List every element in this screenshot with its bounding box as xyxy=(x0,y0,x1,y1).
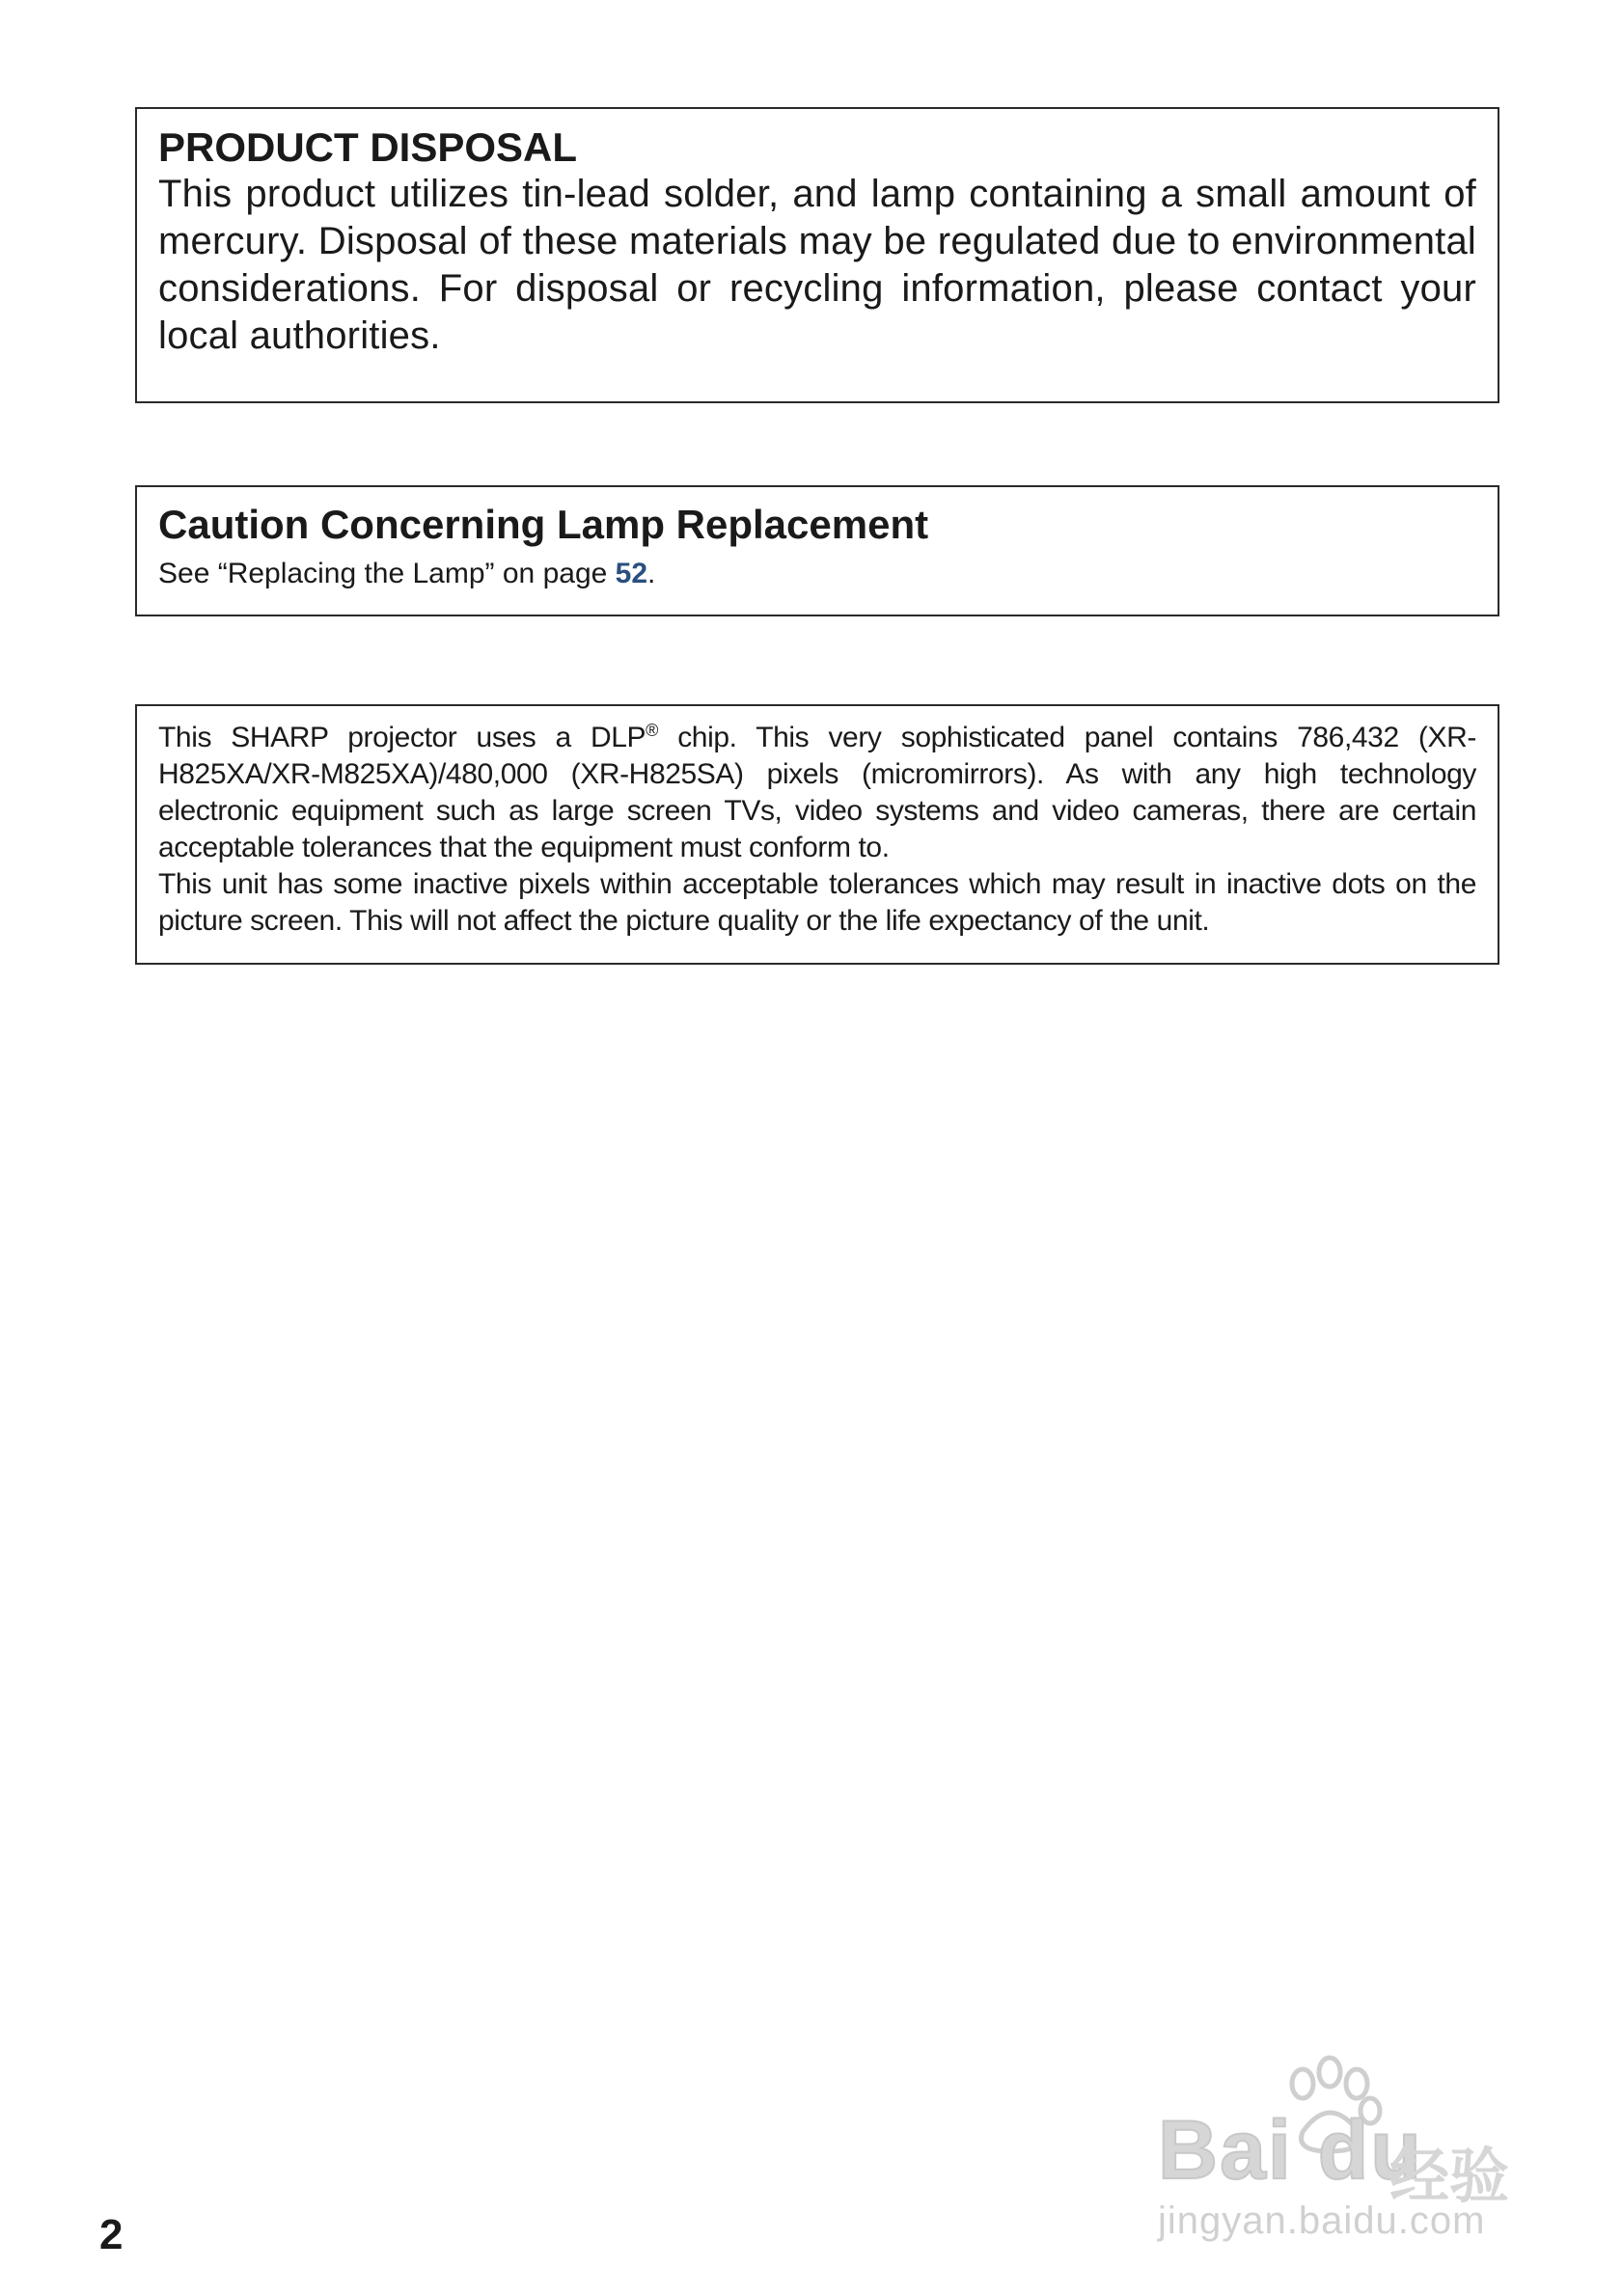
registered-mark: ® xyxy=(646,721,659,740)
watermark-brand: Bai du xyxy=(1158,2104,1423,2197)
lamp-caution-text xyxy=(158,554,1476,594)
dlp-text-rest: chip. This very sophisticated panel contains 786,432 (XR-H825XA/XR-M825XA)/480,000 (XR-H825SA) pixels (micromirrors). As with any high technology electronic equipment such as large screen TVs, video systems and video cameras, there are certain acceptable tolerances that the equipment must conform to. xyxy=(158,722,1476,863)
lamp-caution-suffix: . xyxy=(647,557,656,589)
lamp-caution-prefix: See “Replacing the Lamp” on page xyxy=(158,557,616,589)
dlp-notice-box xyxy=(135,704,1499,965)
baidu-watermark xyxy=(1158,2055,1544,2248)
lamp-caution-box xyxy=(135,485,1499,616)
lamp-caution-heading: Caution Concerning Lamp Replacement xyxy=(158,502,929,547)
page-reference-link[interactable]: 52 xyxy=(615,557,648,589)
dlp-notice-paragraph-2: This unit has some inactive pixels within acceptable tolerances which may result in inactive dots on the picture screen. This will not affect the picture quality or the life expectancy of the unit. xyxy=(158,868,1476,937)
product-disposal-text: This product utilizes tin-lead solder, and lamp containing a small amount of mercury. Disposal of these materials may be regulated due to environmental considerations. For disposal or recycling information, please contact your local authorities. xyxy=(158,173,1476,358)
watermark-domain: jingyan.baidu.com xyxy=(1158,2200,1486,2242)
dlp-notice-paragraph-1 xyxy=(158,720,1476,866)
product-disposal-box xyxy=(135,107,1499,403)
dlp-text-start: This SHARP projector uses a DLP xyxy=(158,722,646,753)
page-number: 2 xyxy=(99,2211,124,2258)
watermark-brand-cn: 经验 xyxy=(1389,2144,1510,2210)
product-disposal-heading: PRODUCT DISPOSAL xyxy=(158,124,578,170)
